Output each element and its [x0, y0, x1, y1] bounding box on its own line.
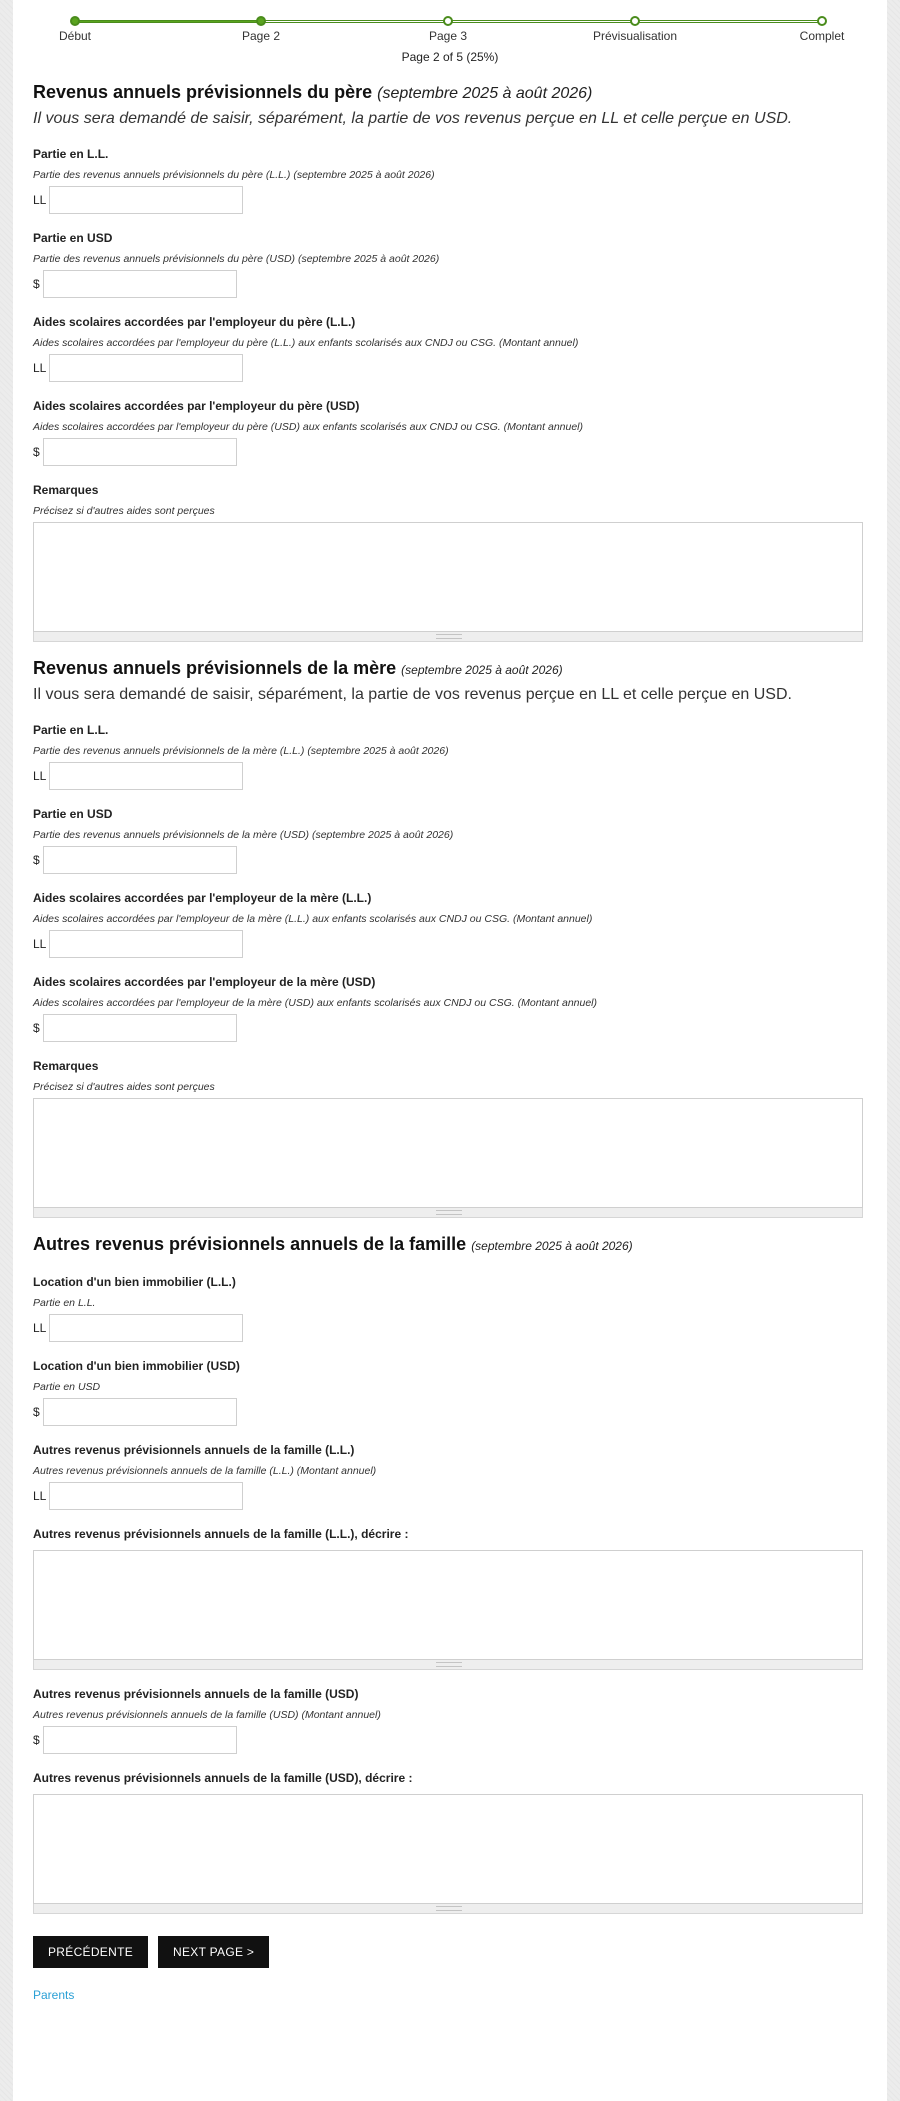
currency-prefix: $ [33, 1021, 40, 1035]
field-label: Aides scolaires accordées par l'employeur du père (L.L.) [33, 315, 356, 329]
field-label: Autres revenus prévisionnels annuels de la famille (L.L.), décrire : [33, 1527, 409, 1541]
progress-step-label: Prévisualisation [592, 29, 678, 43]
field-help: Partie des revenus annuels prévisionnels de la mère (L.L.) (septembre 2025 à août 2026) [33, 745, 449, 757]
progress-bar [13, 0, 887, 70]
section-title [33, 1232, 863, 1258]
field-label: Partie en USD [33, 807, 113, 821]
field-help: Aides scolaires accordées par l'employeur du père (USD) aux enfants scolarisés aux CNDJ ou CSG. (Montant annuel) [33, 421, 584, 433]
input-row [33, 1726, 863, 1754]
field-help: Partie en USD [33, 1381, 101, 1393]
famille-loc-ll-input[interactable] [49, 1314, 243, 1342]
pere-aide-ll-input[interactable] [49, 354, 243, 382]
mere-aide-usd-input[interactable] [43, 1014, 237, 1042]
progress-step-dot [630, 16, 640, 26]
field-mere-usd [33, 806, 863, 874]
currency-prefix: LL [33, 937, 47, 951]
input-row [33, 930, 863, 958]
field-label: Aides scolaires accordées par l'employeur de la mère (L.L.) [33, 891, 372, 905]
input-row [33, 186, 863, 214]
field-label: Autres revenus prévisionnels annuels de la famille (USD), décrire : [33, 1771, 413, 1785]
currency-prefix: $ [33, 853, 40, 867]
next-page-button[interactable]: NEXT PAGE > [158, 1936, 269, 1968]
section-title-text: Revenus annuels prévisionnels du père [33, 82, 373, 102]
field-label: Partie en USD [33, 231, 113, 245]
famille-autres-ll-input[interactable] [49, 1482, 243, 1510]
section-title-text: Autres revenus prévisionnels annuels de la famille [33, 1234, 467, 1254]
field-mere-ll [33, 722, 863, 790]
progress-step-dot [443, 16, 453, 26]
section-period: (septembre 2025 à août 2026) [401, 663, 563, 677]
section-description: Il vous sera demandé de saisir, séparément, la partie de vos revenus perçue en LL et celle perçue en USD. [33, 686, 792, 703]
field-famille-autres-usd [33, 1686, 863, 1754]
income-form [33, 80, 863, 2004]
progress-step-label: Page 3 [428, 29, 468, 43]
input-row [33, 354, 863, 382]
currency-prefix: LL [33, 1489, 47, 1503]
field-help: Autres revenus prévisionnels annuels de la famille (L.L.) (Montant annuel) [33, 1465, 377, 1477]
field-label: Partie en L.L. [33, 147, 109, 161]
famille-autres-usd-input[interactable] [43, 1726, 237, 1754]
section-period: (septembre 2025 à août 2026) [377, 85, 593, 102]
mere-ll-input[interactable] [49, 762, 243, 790]
mere-remarques-textarea[interactable] [33, 1098, 863, 1208]
progress-step-label: Début [58, 29, 92, 43]
section-pere [33, 80, 863, 642]
textarea-wrapper [33, 1550, 863, 1670]
section-title-text: Revenus annuels prévisionnels de la mère [33, 658, 397, 678]
resize-handle[interactable] [33, 1904, 863, 1914]
pere-usd-input[interactable] [43, 270, 237, 298]
section-description: Il vous sera demandé de saisir, séparément, la partie de vos revenus perçue en LL et celle perçue en USD. [33, 110, 793, 127]
field-help: Partie des revenus annuels prévisionnels du père (L.L.) (septembre 2025 à août 2026) [33, 169, 435, 181]
field-label: Autres revenus prévisionnels annuels de la famille (USD) [33, 1687, 359, 1701]
field-famille-autres-usd-desc [33, 1770, 863, 1914]
field-help: Partie en L.L. [33, 1297, 96, 1309]
section-mere [33, 656, 863, 1218]
input-row [33, 438, 863, 466]
field-help: Précisez si d'autres aides sont perçues [33, 1081, 215, 1093]
field-label: Remarques [33, 1059, 99, 1073]
famille-autres-ll-textarea[interactable] [33, 1550, 863, 1660]
mere-aide-ll-input[interactable] [49, 930, 243, 958]
field-famille-loc-ll [33, 1274, 863, 1342]
field-help: Autres revenus prévisionnels annuels de la famille (USD) (Montant annuel) [33, 1709, 381, 1721]
field-mere-remarques [33, 1058, 863, 1218]
field-label: Location d'un bien immobilier (L.L.) [33, 1275, 236, 1289]
section-period: (septembre 2025 à août 2026) [471, 1239, 633, 1253]
input-row [33, 1314, 863, 1342]
field-help: Aides scolaires accordées par l'employeur du père (L.L.) aux enfants scolarisés aux CNDJ ou CSG. (Montant annuel) [33, 337, 579, 349]
field-pere-usd [33, 230, 863, 298]
input-row [33, 1398, 863, 1426]
textarea-wrapper [33, 522, 863, 642]
field-pere-ll [33, 146, 863, 214]
field-label: Aides scolaires accordées par l'employeur de la mère (USD) [33, 975, 376, 989]
input-row [33, 762, 863, 790]
field-help: Précisez si d'autres aides sont perçues [33, 505, 215, 517]
field-pere-aide-usd [33, 398, 863, 466]
input-row [33, 846, 863, 874]
famille-autres-usd-textarea[interactable] [33, 1794, 863, 1904]
field-label: Remarques [33, 483, 99, 497]
field-label: Autres revenus prévisionnels annuels de la famille (L.L.) [33, 1443, 355, 1457]
field-help: Partie des revenus annuels prévisionnels de la mère (USD) (septembre 2025 à août 2026) [33, 829, 454, 841]
currency-prefix: LL [33, 361, 47, 375]
field-help: Partie des revenus annuels prévisionnels du père (USD) (septembre 2025 à août 2026) [33, 253, 440, 265]
currency-prefix: $ [33, 277, 40, 291]
grip-icon [436, 1906, 462, 1911]
field-mere-aide-ll [33, 890, 863, 958]
resize-handle[interactable] [33, 632, 863, 642]
pere-remarques-textarea[interactable] [33, 522, 863, 632]
progress-step-dot [256, 16, 266, 26]
currency-prefix: $ [33, 1405, 40, 1419]
form-navigation [33, 1936, 863, 1968]
progress-status: Page 2 of 5 (25%) [401, 50, 499, 64]
field-pere-remarques [33, 482, 863, 642]
currency-prefix: LL [33, 1321, 47, 1335]
textarea-wrapper [33, 1794, 863, 1914]
section-famille [33, 1232, 863, 1914]
textarea-wrapper [33, 1098, 863, 1218]
currency-prefix: $ [33, 1733, 40, 1747]
field-famille-autres-ll [33, 1442, 863, 1510]
famille-loc-usd-input[interactable] [43, 1398, 237, 1426]
progress-step-label: Page 2 [241, 29, 281, 43]
section-title [33, 80, 863, 106]
field-famille-loc-usd [33, 1358, 863, 1426]
field-label: Aides scolaires accordées par l'employeur du père (USD) [33, 399, 360, 413]
progress-step-dot [817, 16, 827, 26]
pere-ll-input[interactable] [49, 186, 243, 214]
grip-icon [436, 1210, 462, 1215]
field-label: Partie en L.L. [33, 723, 109, 737]
currency-prefix: LL [33, 769, 47, 783]
pere-aide-usd-input[interactable] [43, 438, 237, 466]
mere-usd-input[interactable] [43, 846, 237, 874]
field-mere-aide-usd [33, 974, 863, 1042]
resize-handle[interactable] [33, 1660, 863, 1670]
progress-fill [76, 21, 262, 22]
section-title [33, 656, 863, 682]
input-row [33, 1482, 863, 1510]
currency-prefix: LL [33, 193, 47, 207]
field-label: Location d'un bien immobilier (USD) [33, 1359, 240, 1373]
field-help: Aides scolaires accordées par l'employeur de la mère (L.L.) aux enfants scolarisés aux CNDJ ou CSG. (Montant annuel) [33, 913, 593, 925]
grip-icon [436, 1662, 462, 1667]
input-row [33, 1014, 863, 1042]
field-help: Aides scolaires accordées par l'employeur de la mère (USD) aux enfants scolarisés aux CNDJ ou CSG. (Montant annuel) [33, 997, 598, 1009]
progress-step-dot [70, 16, 80, 26]
input-row [33, 270, 863, 298]
field-famille-autres-ll-desc [33, 1526, 863, 1670]
form-page [13, 0, 887, 2101]
grip-icon [436, 634, 462, 639]
progress-step-label: Complet [799, 29, 845, 43]
previous-page-button[interactable]: PRÉCÉDENTE [33, 1936, 148, 1968]
field-pere-aide-ll [33, 314, 863, 382]
currency-prefix: $ [33, 445, 40, 459]
parents-link[interactable]: Parents [33, 1988, 75, 2002]
resize-handle[interactable] [33, 1208, 863, 1218]
